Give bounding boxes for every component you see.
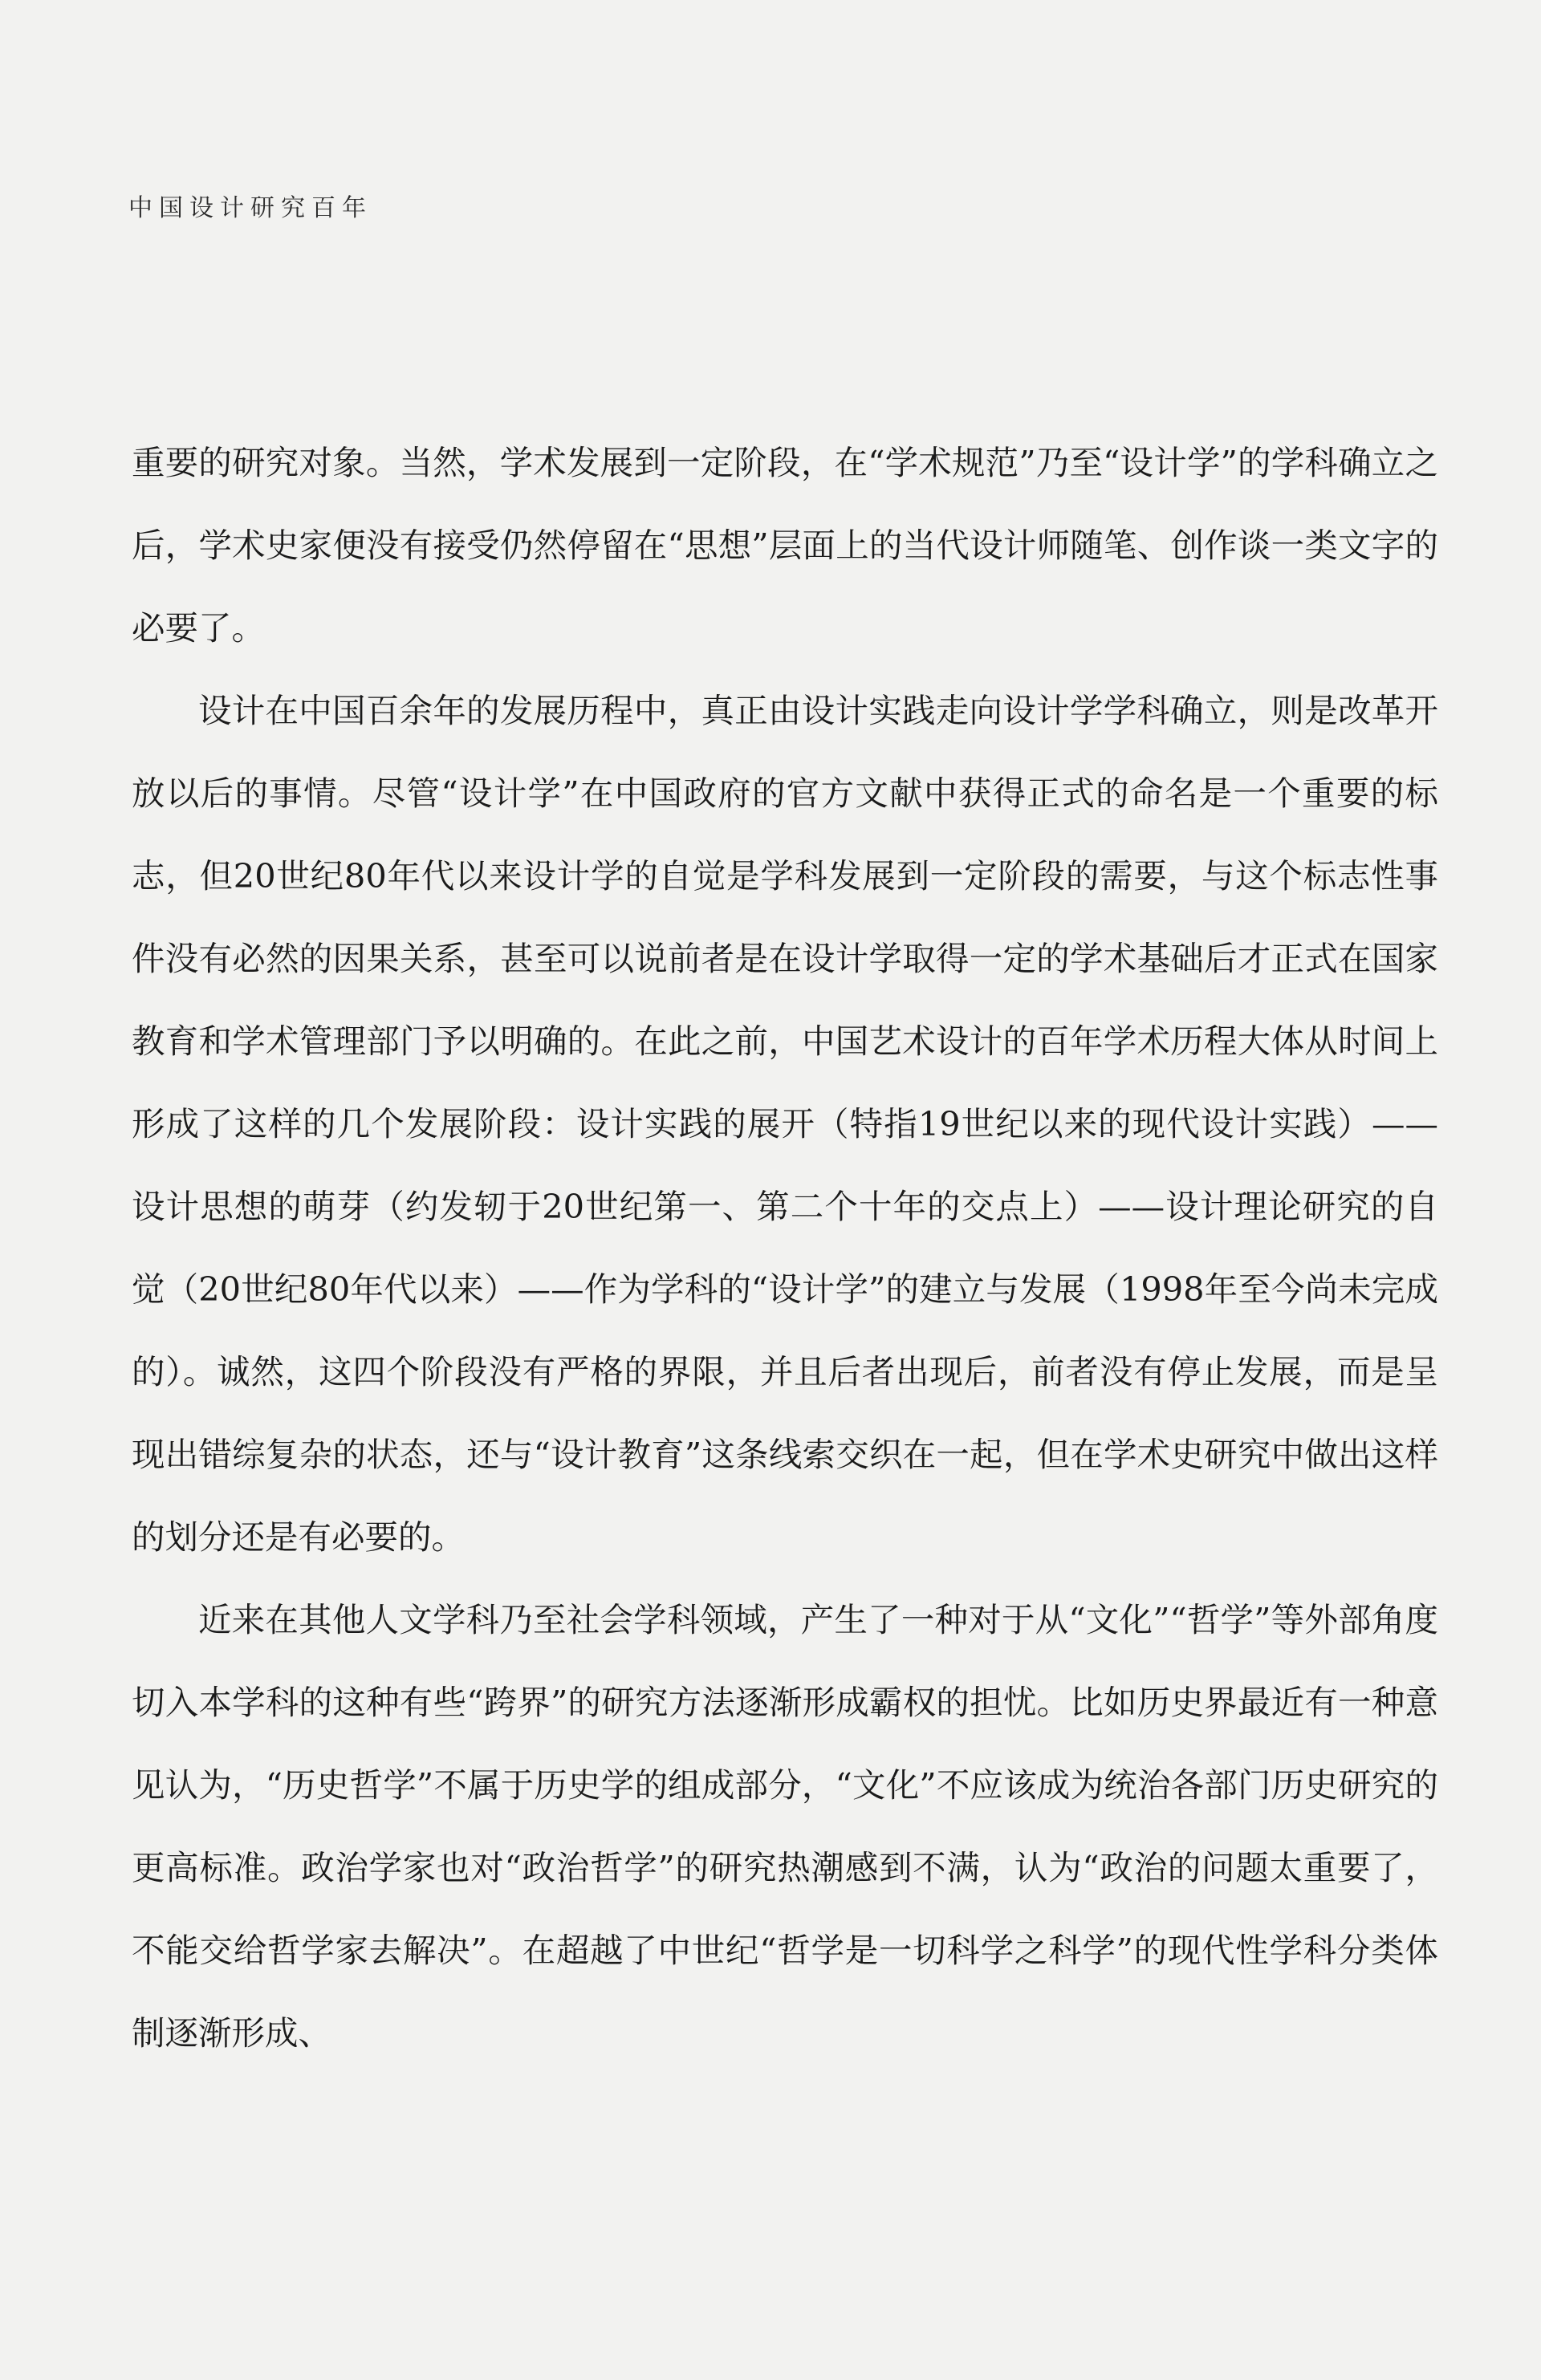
paragraph-1: 重要的研究对象。当然，学术发展到一定阶段，在“学术规范”乃至“设计学”的学科确立之后，学术史家便没有接受仍然停留在“思想”层面上的当代设计师随笔、创作谈一类文字的必要了。	[132, 443, 1438, 648]
body-text	[132, 421, 1438, 2074]
running-header: 中国设计研究百年	[128, 194, 372, 222]
paragraph-3: 近来在其他人文学科乃至社会学科领域，产生了一种对于从“文化”“哲学”等外部角度切入本学科的这种有些“跨界”的研究方法逐渐形成霸权的担忧。比如历史界最近有一种意见认为，“历史哲学”不属于历史学的组成部分，“文化”不应该成为统治各部门历史研究的更高标准。政治学家也对“政治哲学”的研究热潮感到不满，认为“政治的问题太重要了，不能交给哲学家去解决”。在超越了中世纪“哲学是一切科学之科学”的现代性学科分类体制逐渐形成、	[132, 1600, 1438, 2053]
paragraph-2: 设计在中国百余年的发展历程中，真正由设计实践走向设计学学科确立，则是改革开放以后的事情。尽管“设计学”在中国政府的官方文献中获得正式的命名是一个重要的标志，但20世纪80年代以来设计学的自觉是学科发展到一定阶段的需要，与这个标志性事件没有必然的因果关系，甚至可以说前者是在设计学取得一定的学术基础后才正式在国家教育和学术管理部门予以明确的。在此之前，中国艺术设计的百年学术历程大体从时间上形成了这样的几个发展阶段：设计实践的展开（特指19世纪以来的现代设计实践）——设计思想的萌芽（约发轫于20世纪第一、第二个十年的交点上）——设计理论研究的自觉（20世纪80年代以来）——作为学科的“设计学”的建立与发展（1998年至今尚未完成的）。诚然，这四个阶段没有严格的界限，并且后者出现后，前者没有停止发展，而是呈现出错综复杂的状态，还与“设计教育”这条线索交织在一起，但在学术史研究中做出这样的划分还是有必要的。	[132, 691, 1438, 1557]
